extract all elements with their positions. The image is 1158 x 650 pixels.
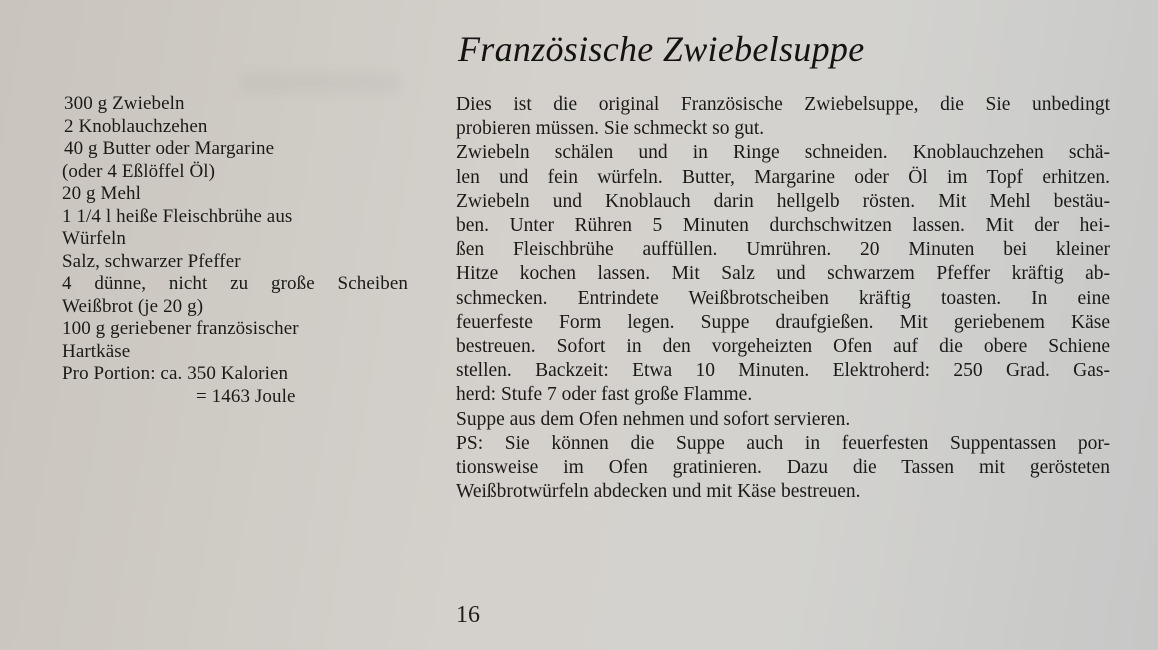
- ingredient-item: 20 g Mehl: [62, 183, 142, 204]
- nutrition-joule: = 1463 Joule: [196, 385, 296, 407]
- ingredient-item: 100 g geriebener französischer: [62, 318, 299, 339]
- ingredient-item: 2 Knoblauchzehen: [64, 115, 208, 137]
- instruction-line: Weißbrotwürfeln abdecken und mit Käse bestreuen.: [456, 481, 861, 503]
- instruction-line: feuerfeste Form legen. Suppe draufgießen. Mit geriebenem Käse: [456, 311, 1110, 333]
- instruction-line: stellen. Backzeit: Etwa 10 Minuten. Elektroherd: 250 Grad. Gas-: [456, 360, 1110, 382]
- instruction-line: probieren müssen. Sie schmeckt so gut.: [456, 118, 765, 140]
- page-number: 16: [456, 602, 480, 628]
- ingredient-item: Würfeln: [62, 228, 126, 249]
- recipe-instructions: [456, 93, 1110, 504]
- instruction-line: schmecken. Entrindete Weißbrotscheiben kräftig toasten. In eine: [456, 287, 1110, 309]
- ingredient-item: 40 g Butter oder Margarine: [64, 138, 275, 159]
- ingredient-item: Salz, schwarzer Pfeffer: [62, 250, 241, 272]
- instruction-line: Dies ist die original Französische Zwiebelsuppe, die Sie unbedingt: [456, 94, 1110, 115]
- instruction-line: Zwiebeln schälen und in Ringe schneiden. Knoblauchzehen schä-: [456, 142, 1110, 164]
- instruction-line: Suppe aus dem Ofen nehmen und sofort servieren.: [456, 408, 851, 430]
- ingredient-item: 4 dünne, nicht zu große Scheiben: [62, 273, 408, 294]
- ingredient-item: 1 1/4 l heiße Fleischbrühe aus: [62, 205, 293, 227]
- instruction-line: bestreuen. Sofort in den vorgeheizten Ofen auf die obere Schiene: [456, 336, 1110, 358]
- instruction-line: ben. Unter Rühren 5 Minuten durchschwitzen lassen. Mit der hei-: [456, 215, 1110, 237]
- bleed-through-shadow: [240, 72, 400, 94]
- nutrition-calories: Pro Portion: ca. 350 Kalorien: [62, 363, 289, 384]
- ingredient-list: [62, 93, 422, 408]
- ingredient-item: 300 g Zwiebeln: [64, 93, 185, 114]
- instruction-line: ßen Fleischbrühe auffüllen. Umrühren. 20 Minuten bei kleiner: [456, 239, 1110, 261]
- ingredient-item: (oder 4 Eßlöffel Öl): [62, 160, 216, 182]
- instruction-line: Zwiebeln und Knoblauch darin hellgelb rösten. Mit Mehl bestäu-: [456, 190, 1110, 212]
- ingredient-item: Hartkäse: [62, 340, 131, 362]
- instruction-line: PS: Sie können die Suppe auch in feuerfesten Suppentassen por-: [456, 432, 1110, 454]
- instruction-line: Hitze kochen lassen. Mit Salz und schwarzem Pfeffer kräftig ab-: [456, 263, 1110, 285]
- instruction-line: tionsweise im Ofen gratinieren. Dazu die Tassen mit gerösteten: [456, 457, 1110, 479]
- instruction-line: len und fein würfeln. Butter, Margarine oder Öl im Topf erhitzen.: [456, 166, 1110, 188]
- recipe-title: Französische Zwiebelsuppe: [458, 29, 865, 69]
- ingredient-item: Weißbrot (je 20 g): [62, 295, 204, 317]
- instruction-line: herd: Stufe 7 oder fast große Flamme.: [456, 384, 753, 406]
